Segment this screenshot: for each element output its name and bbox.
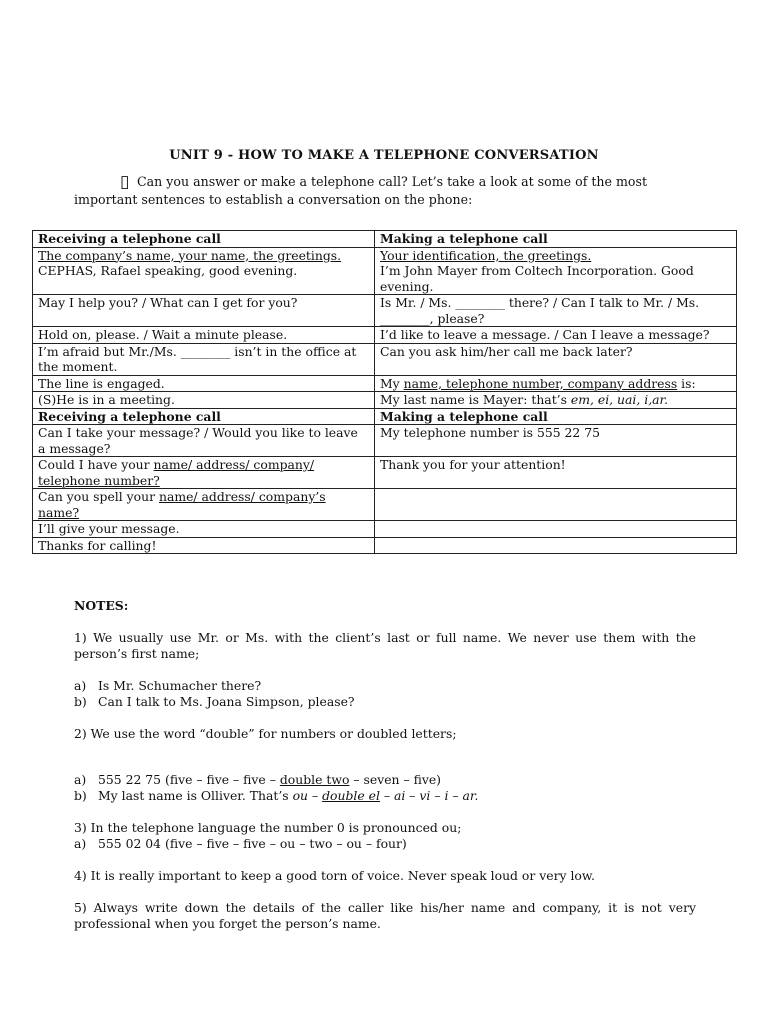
list-text: – seven – five) (349, 772, 442, 787)
note-3: 3) In the telephone language the number 0 is pronounced ou; (74, 820, 462, 835)
header-making: Making a telephone call (375, 231, 737, 248)
cell-underlined-text: name/ address/ company’s name? (38, 489, 326, 520)
table-cell: Hold on, please. / Wait a minute please. (33, 327, 375, 344)
table-cell (375, 375, 737, 392)
table-cell (33, 489, 375, 521)
italic-text: – ai – vi – i – ar. (379, 788, 479, 803)
cell-underlined-text: name, telephone number, company address (403, 375, 678, 391)
list-marker: b) (74, 788, 87, 803)
notes-heading: NOTES: (74, 598, 129, 613)
table-cell (33, 247, 375, 295)
cell-text: My last name is Mayer: that’s (380, 392, 571, 407)
header-receiving: Receiving a telephone call (33, 231, 375, 248)
cell-text: Can you spell your (38, 489, 159, 504)
table-row (33, 489, 737, 521)
table-row (33, 392, 737, 409)
list-marker: a) (74, 678, 87, 693)
table-row (33, 521, 737, 538)
box-glyph-icon: ▯ (120, 172, 130, 192)
list-item (74, 788, 696, 804)
list-text: 555 02 04 (five – five – five – ou – two – ou – four) (98, 836, 407, 851)
cell-text: CEPHAS, Rafael speaking, good evening. (38, 263, 298, 278)
table-cell (375, 247, 737, 295)
cell-text: My (380, 375, 404, 391)
table-row (33, 537, 737, 554)
list-text: 555 22 75 (five – five – five – (98, 772, 280, 787)
intro-line-2: important sentences to establish a conversation on the phone: (74, 192, 473, 207)
note-1: 1) We usually use Mr. or Ms. with the client’s last or full name. We never use them with the person’s first name; (74, 630, 696, 661)
list-text: My last name is Olliver. That’s (98, 788, 293, 803)
table-cell: May I help you? / What can I get for you? (33, 295, 375, 327)
italic-underlined-text: double el (322, 788, 380, 803)
list-item (74, 678, 696, 694)
table-cell: My telephone number is 555 22 75 (375, 425, 737, 457)
cell-underlined-text: The company’s name, your name, the greetings. (38, 247, 342, 263)
table-row (33, 457, 737, 489)
table-cell: Can you ask him/her call me back later? (375, 343, 737, 375)
intro-line-1: Can you answer or make a telephone call? Let’s take a look at some of the most (137, 174, 648, 189)
list-item (74, 694, 696, 710)
table-cell: Is Mr. / Ms. ________ there? / Can I talk to Mr. / Ms. ________, please? (375, 295, 737, 327)
phrases-table (32, 230, 737, 554)
table-row (33, 375, 737, 392)
list-item (74, 772, 696, 788)
notes-section (74, 598, 696, 932)
table-cell (375, 537, 737, 554)
page-title: UNIT 9 - HOW TO MAKE A TELEPHONE CONVERSATION (169, 148, 599, 163)
table-cell: Thank you for your attention! (375, 457, 737, 489)
table-row (33, 295, 737, 327)
list-text: Can I talk to Ms. Joana Simpson, please? (98, 694, 355, 709)
table-row (33, 247, 737, 295)
table-cell: I’d like to leave a message. / Can I leave a message? (375, 327, 737, 344)
cell-underlined-text: Your identification, the greetings. (380, 247, 592, 263)
note-2: 2) We use the word “double” for numbers or doubled letters; (74, 726, 457, 741)
note-4: 4) It is really important to keep a good torn of voice. Never speak loud or very low. (74, 868, 595, 883)
table-cell: Can I take your message? / Would you like to leave a message? (33, 425, 375, 457)
list-item (74, 836, 696, 852)
note-5: 5) Always write down the details of the caller like his/her name and company, it is not very professional when you forget the person’s name. (74, 900, 696, 931)
list-marker: a) (74, 836, 87, 851)
cell-underlined-text: name/ address/ company/ telephone number? (38, 457, 315, 488)
table-cell: I’ll give your message. (33, 521, 375, 538)
table-row (33, 343, 737, 375)
underlined-text: double two (279, 772, 350, 787)
header-making: Making a telephone call (375, 408, 737, 425)
table-cell (375, 521, 737, 538)
cell-text: Could I have your (38, 457, 154, 472)
italic-text: ou – (292, 788, 323, 803)
list-marker: b) (74, 694, 87, 709)
table-header-row (33, 408, 737, 425)
table-cell (375, 392, 737, 409)
list-marker: a) (74, 772, 87, 787)
table-cell (375, 489, 737, 521)
header-receiving: Receiving a telephone call (33, 408, 375, 425)
cell-text: is: (677, 375, 696, 391)
cell-text: I’m John Mayer from Coltech Incorporation. Good evening. (380, 263, 694, 294)
table-cell: Thanks for calling! (33, 537, 375, 554)
cell-italic-text: em, ei, uai, i,ar. (570, 392, 669, 407)
table-cell: The line is engaged. (33, 375, 375, 392)
table-row (33, 327, 737, 344)
table-cell: (S)He is in a meeting. (33, 392, 375, 409)
table-header-row (33, 231, 737, 248)
table-row (33, 425, 737, 457)
table-cell (33, 457, 375, 489)
list-text: Is Mr. Schumacher there? (98, 678, 262, 693)
table-cell: I’m afraid but Mr./Ms. ________ isn’t in the office at the moment. (33, 343, 375, 375)
intro-paragraph (74, 173, 714, 209)
